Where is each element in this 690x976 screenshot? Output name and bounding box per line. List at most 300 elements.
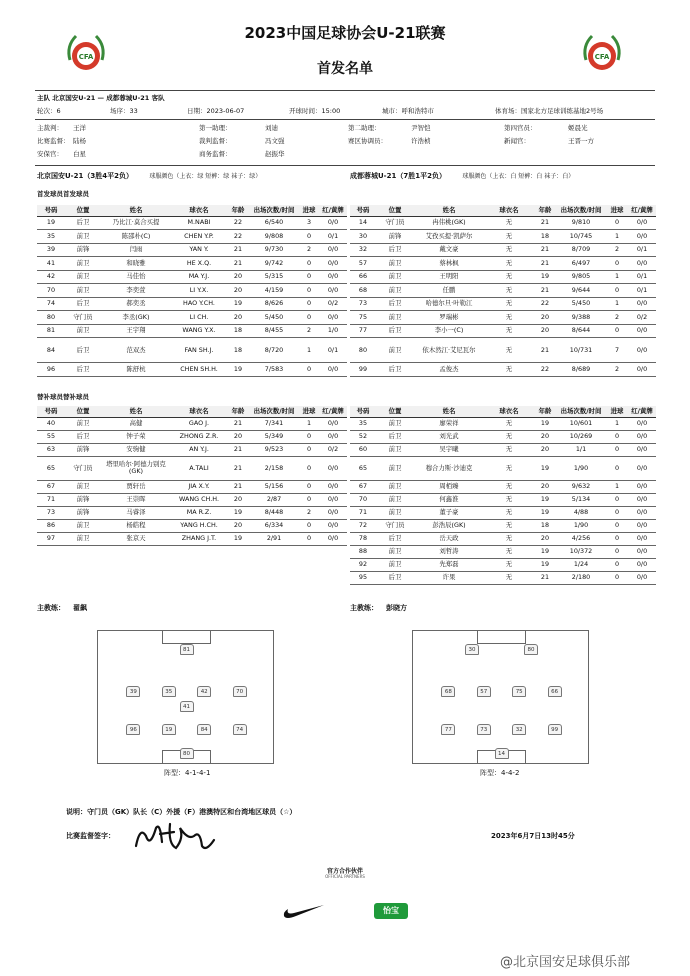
table-cell: 0/0: [628, 519, 656, 532]
home-coach: 主教练： 翟飙: [37, 604, 87, 612]
column-header: 年龄: [534, 205, 556, 216]
table-cell: 后卫: [376, 571, 414, 584]
table-cell: 4/159: [249, 284, 299, 298]
table-cell: GAO J.: [171, 417, 227, 430]
table-cell: 0/0: [319, 519, 347, 532]
table-cell: 前卫: [376, 284, 414, 298]
table-cell: 前卫: [65, 324, 101, 338]
table-row: [350, 230, 656, 244]
table-header-row: [350, 406, 656, 417]
table-cell: 21: [227, 257, 249, 271]
table-cell: 21: [227, 480, 249, 493]
table-cell: 前卫: [65, 417, 101, 430]
table-cell: 1: [606, 417, 628, 430]
column-header: 号码: [350, 205, 376, 216]
table-cell: 0/2: [319, 297, 347, 311]
table-cell: 0/1: [628, 243, 656, 257]
table-cell: 0: [299, 257, 319, 271]
table-cell: 0/0: [319, 480, 347, 493]
table-cell: 20: [227, 519, 249, 532]
table-cell: 前卫: [376, 311, 414, 325]
official-role: 新闻官：: [504, 137, 530, 145]
table-cell: 19: [534, 270, 556, 284]
table-cell: 无: [484, 324, 534, 338]
table-cell: CHEN SH.H.: [171, 363, 227, 377]
player-shirt: 57: [477, 686, 491, 697]
table-cell: 吴宇曦: [414, 443, 484, 456]
table-cell: 0/0: [319, 270, 347, 284]
table-cell: 10/372: [556, 545, 606, 558]
table-row: [37, 417, 347, 430]
table-cell: 21: [227, 443, 249, 456]
player-shirt: 30: [465, 644, 479, 655]
official-name: 刘迪: [265, 124, 278, 132]
table-cell: 10/731: [556, 338, 606, 363]
table-cell: 0: [606, 443, 628, 456]
referee-signature: [130, 818, 220, 858]
table-row: [350, 297, 656, 311]
table-cell: 0/0: [628, 417, 656, 430]
table-cell: 20: [227, 430, 249, 443]
table-cell: 前卫: [376, 417, 414, 430]
table-cell: 81: [37, 324, 65, 338]
table-cell: 70: [37, 284, 65, 298]
table-row: [37, 243, 347, 257]
player-shirt: 75: [512, 686, 526, 697]
table-row: [37, 230, 347, 244]
table-cell: 21: [227, 417, 249, 430]
column-header: 年龄: [227, 406, 249, 417]
table-cell: 8/720: [249, 338, 299, 363]
partner2-logo: 怡宝: [374, 903, 408, 919]
table-cell: 8/448: [249, 506, 299, 519]
kickoff: 开球时间：15:00: [289, 107, 341, 115]
away-subs-table: [350, 406, 656, 585]
column-header: 位置: [65, 205, 101, 216]
table-cell: 0/1: [319, 230, 347, 244]
official-role: 第一助理：: [199, 124, 232, 132]
table-cell: 99: [350, 363, 376, 377]
player-shirt: 84: [197, 724, 211, 735]
table-cell: 范双杰: [101, 338, 171, 363]
table-cell: 20: [534, 324, 556, 338]
table-cell: 先郑磊: [414, 558, 484, 571]
table-cell: 无: [484, 558, 534, 571]
table-cell: 2: [299, 324, 319, 338]
table-row: [350, 493, 656, 506]
column-header: 球衣名: [484, 406, 534, 417]
column-header: 红/黄牌: [319, 406, 347, 417]
table-cell: 63: [37, 443, 65, 456]
column-header: 进球: [299, 205, 319, 216]
table-cell: 0/0: [628, 216, 656, 230]
table-cell: 前卫: [376, 257, 414, 271]
table-row: [37, 480, 347, 493]
table-cell: 0/0: [628, 506, 656, 519]
table-cell: 前卫: [376, 558, 414, 571]
table-cell: YANG H.CH.: [171, 519, 227, 532]
table-cell: 67: [37, 480, 65, 493]
column-header: 红/黄牌: [628, 406, 656, 417]
table-cell: 21: [534, 338, 556, 363]
table-cell: 66: [350, 270, 376, 284]
table-cell: 任鹏: [414, 284, 484, 298]
table-cell: 41: [37, 257, 65, 271]
table-cell: WANG Y.X.: [171, 324, 227, 338]
table-cell: 9/388: [556, 311, 606, 325]
table-cell: 88: [350, 545, 376, 558]
table-cell: 前卫: [376, 443, 414, 456]
table-cell: 0/0: [319, 417, 347, 430]
table-cell: 20: [227, 270, 249, 284]
table-row: [37, 216, 347, 230]
away-starters-table: [350, 205, 656, 377]
table-cell: 19: [227, 297, 249, 311]
column-header: 进球: [606, 205, 628, 216]
table-cell: 7: [606, 338, 628, 363]
table-cell: 3: [299, 216, 319, 230]
table-cell: 前锋: [65, 443, 101, 456]
official-name: 陆杨: [73, 137, 86, 145]
table-cell: 73: [37, 506, 65, 519]
table-cell: 无: [484, 363, 534, 377]
table-cell: 后卫: [376, 532, 414, 545]
partners-label: 官方合作伙伴: [326, 868, 363, 875]
table-cell: 21: [534, 257, 556, 271]
table-cell: 无: [484, 443, 534, 456]
table-cell: 7/341: [249, 417, 299, 430]
table-cell: 42: [37, 270, 65, 284]
table-cell: 1/24: [556, 558, 606, 571]
table-cell: 刘光武: [414, 430, 484, 443]
table-cell: 前卫: [65, 532, 101, 545]
table-cell: 0: [299, 480, 319, 493]
table-cell: 0/0: [319, 363, 347, 377]
table-header-row: [37, 205, 347, 216]
table-cell: 65: [350, 456, 376, 480]
table-cell: 0/0: [319, 456, 347, 480]
home-subs-table: [37, 406, 347, 546]
table-cell: 许果: [414, 571, 484, 584]
table-cell: 0/2: [628, 311, 656, 325]
table-row: [350, 532, 656, 545]
table-cell: 无: [484, 506, 534, 519]
table-cell: 乃比江·莫合买提: [101, 216, 171, 230]
table-cell: 安驹健: [101, 443, 171, 456]
table-row: [350, 417, 656, 430]
table-cell: 高健: [101, 417, 171, 430]
table-cell: 前卫: [65, 270, 101, 284]
table-cell: 守门员: [376, 216, 414, 230]
column-header: 出场次数/时间: [556, 205, 606, 216]
column-header: 号码: [350, 406, 376, 417]
column-header: 姓名: [414, 406, 484, 417]
table-cell: 王明阳: [414, 270, 484, 284]
table-cell: 10/601: [556, 417, 606, 430]
table-cell: 0/0: [628, 545, 656, 558]
starters-label: 首发球员首发球员: [37, 190, 89, 198]
table-cell: 马佳怡: [101, 270, 171, 284]
table-cell: 20: [227, 311, 249, 325]
table-cell: 无: [484, 571, 534, 584]
column-header: 出场次数/时间: [249, 406, 299, 417]
table-cell: 无: [484, 545, 534, 558]
table-cell: 70: [350, 493, 376, 506]
table-row: [37, 443, 347, 456]
table-cell: 5/450: [556, 297, 606, 311]
table-cell: 前卫: [65, 230, 101, 244]
table-cell: 77: [350, 324, 376, 338]
player-shirt: 73: [477, 724, 491, 735]
table-cell: 前锋: [65, 243, 101, 257]
official-role: 比赛监督：: [37, 137, 70, 145]
table-cell: 1: [299, 417, 319, 430]
table-cell: 21: [534, 243, 556, 257]
player-shirt: 68: [441, 686, 455, 697]
table-cell: 0: [299, 519, 319, 532]
table-cell: 后卫: [376, 243, 414, 257]
table-cell: 何鑫淮: [414, 493, 484, 506]
table-row: [350, 480, 656, 493]
table-cell: 无: [484, 338, 534, 363]
table-row: [350, 545, 656, 558]
table-cell: 前卫: [376, 480, 414, 493]
table-cell: 0: [606, 571, 628, 584]
table-cell: 0/2: [319, 443, 347, 456]
table-cell: JIA X.Y.: [171, 480, 227, 493]
column-header: 球衣名: [171, 406, 227, 417]
table-row: [350, 363, 656, 377]
away-team-heading: 成都蓉城U-21（7胜1平2负） 球服颜色（上衣：白 短裤：白 袜子：白）: [350, 172, 575, 180]
column-header: 出场次数/时间: [249, 205, 299, 216]
table-row: [37, 532, 347, 545]
table-cell: 2: [606, 363, 628, 377]
table-cell: WANG CH.H.: [171, 493, 227, 506]
table-cell: AN Y.J.: [171, 443, 227, 456]
table-row: [37, 297, 347, 311]
table-cell: 前卫: [65, 480, 101, 493]
column-header: 姓名: [101, 205, 171, 216]
table-cell: 无: [484, 216, 534, 230]
table-cell: 0/0: [319, 430, 347, 443]
column-header: 红/黄牌: [319, 205, 347, 216]
match-date: 日期：2023-06-07: [187, 107, 245, 115]
table-cell: 李丞(GK): [101, 311, 171, 325]
column-header: 球衣名: [484, 205, 534, 216]
table-cell: 0/0: [319, 243, 347, 257]
table-cell: 20: [227, 284, 249, 298]
table-cell: 97: [37, 532, 65, 545]
table-cell: 廖荣祥: [414, 417, 484, 430]
table-cell: 守门员: [376, 519, 414, 532]
table-cell: 71: [350, 506, 376, 519]
table-cell: 9/644: [556, 284, 606, 298]
table-row: [37, 456, 347, 480]
table-cell: 无: [484, 284, 534, 298]
table-cell: 0/0: [628, 571, 656, 584]
table-cell: 前卫: [65, 284, 101, 298]
table-cell: 1: [606, 230, 628, 244]
table-cell: 无: [484, 297, 534, 311]
table-cell: HAO Y.CH.: [171, 297, 227, 311]
table-cell: 后卫: [376, 430, 414, 443]
table-row: [350, 430, 656, 443]
table-cell: 贾轩岳: [101, 480, 171, 493]
table-cell: 8/709: [556, 243, 606, 257]
column-header: 年龄: [227, 205, 249, 216]
table-cell: 8/689: [556, 363, 606, 377]
player-shirt: 66: [548, 686, 562, 697]
table-cell: 0/0: [628, 480, 656, 493]
table-cell: LI CH.: [171, 311, 227, 325]
table-cell: 王崇晖: [101, 493, 171, 506]
table-cell: 18: [534, 519, 556, 532]
table-row: [37, 363, 347, 377]
table-row: [37, 324, 347, 338]
table-row: [37, 519, 347, 532]
official-name: 王晋一方: [568, 137, 594, 145]
table-cell: 6/334: [249, 519, 299, 532]
table-row: [37, 257, 347, 271]
table-cell: 董子豪: [414, 506, 484, 519]
table-cell: 艾孜买提·凯萨尔: [414, 230, 484, 244]
table-cell: 4/88: [556, 506, 606, 519]
column-header: 红/黄牌: [628, 205, 656, 216]
table-cell: 4/256: [556, 532, 606, 545]
table-cell: 周栢臻: [414, 480, 484, 493]
table-cell: 0/0: [628, 257, 656, 271]
table-cell: 后卫: [65, 338, 101, 363]
table-cell: 20: [534, 443, 556, 456]
table-cell: 2/91: [249, 532, 299, 545]
table-cell: 无: [484, 480, 534, 493]
table-cell: 和晓雅: [101, 257, 171, 271]
top-penalty-box: [162, 630, 211, 644]
table-cell: 前卫: [376, 545, 414, 558]
table-cell: 19: [227, 532, 249, 545]
table-cell: ZHONG Z.R.: [171, 430, 227, 443]
away-coach: 主教练： 彭晓方: [350, 604, 407, 612]
table-row: [350, 216, 656, 230]
table-cell: 0: [606, 545, 628, 558]
table-cell: FAN SH.J.: [171, 338, 227, 363]
table-cell: 后卫: [376, 324, 414, 338]
table-cell: 后卫: [376, 363, 414, 377]
official-name: 王洋: [73, 124, 86, 132]
table-cell: 无: [484, 311, 534, 325]
table-cell: 后卫: [65, 430, 101, 443]
round: 轮次：6: [37, 107, 61, 115]
table-cell: 穆合力斯·沙迪克: [414, 456, 484, 480]
column-header: 进球: [606, 406, 628, 417]
table-cell: 5/349: [249, 430, 299, 443]
table-row: [350, 324, 656, 338]
table-cell: 67: [350, 480, 376, 493]
table-cell: 2: [606, 311, 628, 325]
home-formation-pitch: [97, 630, 274, 764]
table-cell: 前锋: [65, 493, 101, 506]
match-title: 主队 北京国安U-21 — 成都蓉城U-21 客队: [37, 94, 165, 102]
official-name: 许浩桢: [411, 137, 431, 145]
table-cell: 无: [484, 243, 534, 257]
table-cell: CHEN Y.P.: [171, 230, 227, 244]
column-header: 位置: [65, 406, 101, 417]
table-cell: 18: [227, 338, 249, 363]
table-row: [350, 456, 656, 480]
table-cell: 35: [350, 417, 376, 430]
table-row: [37, 338, 347, 363]
table-cell: 0/0: [319, 311, 347, 325]
home-formation: 阵型：4-1-4-1: [164, 769, 211, 777]
table-cell: 5/156: [249, 480, 299, 493]
table-cell: 80: [37, 311, 65, 325]
table-cell: 孟俊杰: [414, 363, 484, 377]
table-cell: 0: [606, 456, 628, 480]
away-formation-pitch: [412, 630, 589, 764]
table-cell: 后卫: [376, 297, 414, 311]
player-shirt: 80: [180, 748, 194, 759]
table-cell: 18: [534, 230, 556, 244]
table-row: [350, 443, 656, 456]
table-row: [350, 338, 656, 363]
table-cell: 1: [606, 297, 628, 311]
column-header: 号码: [37, 205, 65, 216]
table-cell: 无: [484, 230, 534, 244]
table-cell: 10/269: [556, 430, 606, 443]
table-cell: 72: [350, 519, 376, 532]
table-cell: 0: [606, 324, 628, 338]
table-cell: 前卫: [376, 270, 414, 284]
official-role: 赛区协调员：: [348, 137, 387, 145]
table-row: [350, 519, 656, 532]
table-cell: 0/0: [319, 532, 347, 545]
official-name: 白星: [73, 150, 86, 158]
table-cell: 0/0: [628, 230, 656, 244]
column-header: 姓名: [101, 406, 171, 417]
table-cell: 冉伟桃(GK): [414, 216, 484, 230]
table-cell: 0/0: [628, 324, 656, 338]
table-cell: HE X.Q.: [171, 257, 227, 271]
table-cell: 75: [350, 311, 376, 325]
table-cell: 8/626: [249, 297, 299, 311]
legend-note: 说明：守门员（GK）队长（C）外援（F）港澳特区和台湾地区球员（☆）: [66, 808, 297, 816]
table-cell: 19: [534, 545, 556, 558]
column-header: 进球: [299, 406, 319, 417]
table-cell: 9/805: [556, 270, 606, 284]
table-cell: 86: [37, 519, 65, 532]
table-cell: 1/1: [556, 443, 606, 456]
table-cell: 1/90: [556, 519, 606, 532]
table-cell: 0: [299, 456, 319, 480]
player-shirt: 70: [233, 686, 247, 697]
table-cell: 19: [227, 363, 249, 377]
table-cell: 19: [227, 506, 249, 519]
official-name: 冯文强: [265, 137, 285, 145]
table-cell: 74: [37, 297, 65, 311]
table-cell: 6/497: [556, 257, 606, 271]
table-cell: MA R.Z.: [171, 506, 227, 519]
svg-text:CFA: CFA: [78, 53, 94, 61]
table-cell: 21: [227, 243, 249, 257]
table-cell: 彭浩辰(GK): [414, 519, 484, 532]
table-cell: 钟子荣: [101, 430, 171, 443]
officials-block: [37, 123, 657, 163]
table-cell: 0/0: [319, 284, 347, 298]
table-cell: 马睿泽: [101, 506, 171, 519]
table-cell: 60: [350, 443, 376, 456]
table-cell: 10/745: [556, 230, 606, 244]
table-cell: 21: [534, 571, 556, 584]
